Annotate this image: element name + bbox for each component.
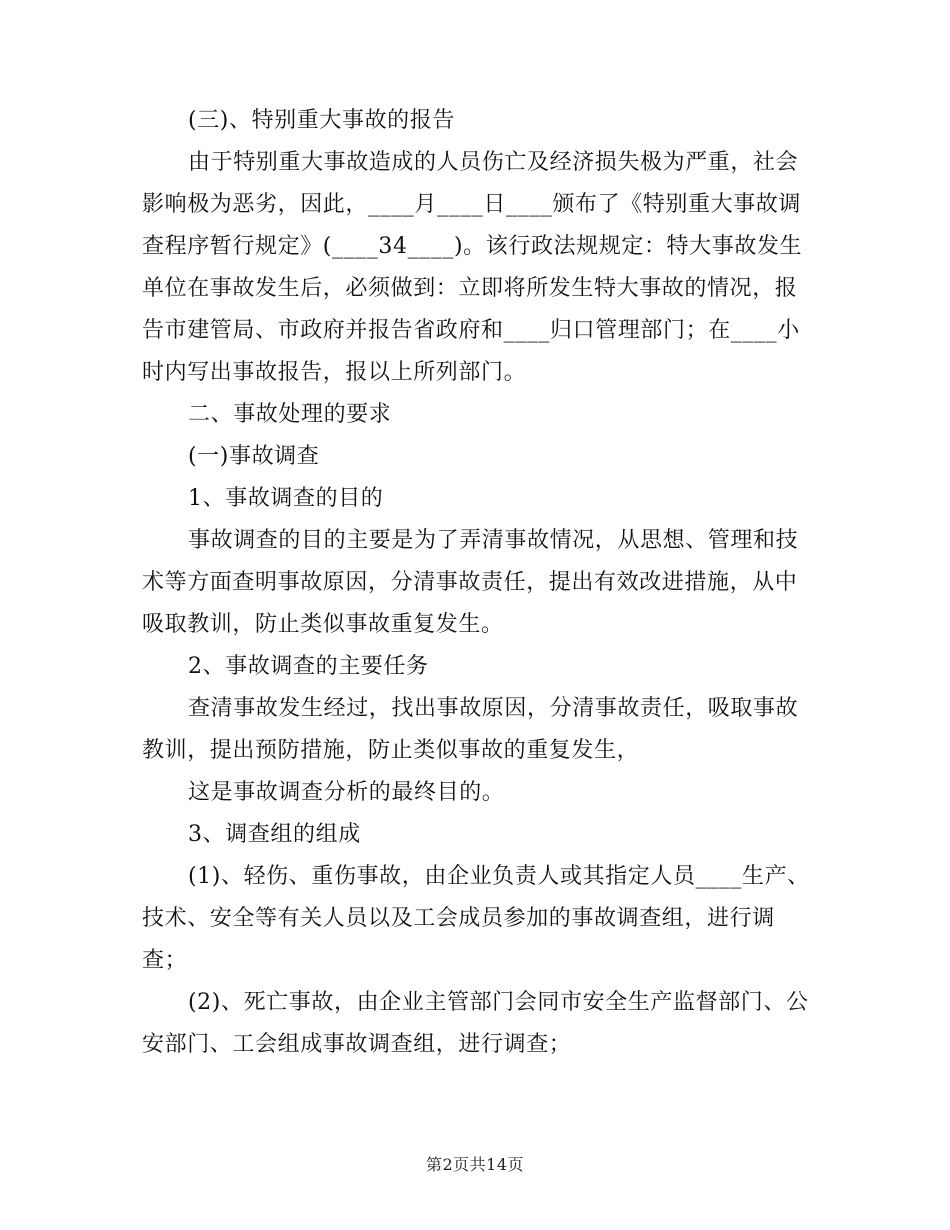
section-heading-major-accident-report: (三)、特别重大事故的报告 — [188, 108, 455, 133]
paragraph-final-goal: 这是事故调查分析的最终目的。 — [188, 780, 505, 805]
page-number-footer: 第2页共14页 — [425, 1155, 525, 1174]
section-heading-handling-requirements: 二、事故处理的要求 — [188, 402, 392, 427]
subheading-investigation-tasks: 2、事故调查的主要任务 — [188, 654, 429, 679]
subheading-investigation-purpose: 1、事故调查的目的 — [188, 486, 384, 511]
paragraph-minor-injury-team: (1)、轻伤、重伤事故，由企业负责人或其指定人员____生产、技术、安全等有关人员以及工会成员参加的事故调查组，进行调查； — [142, 864, 810, 973]
paragraph-investigation-tasks: 查清事故发生经过，找出事故原因，分清事故责任，吸取事故教训，提出预防措施，防止类似事故的重复发生， — [142, 696, 799, 763]
paragraph-investigation-purpose: 事故调查的目的主要是为了弄清事故情况，从思想、管理和技术等方面查明事故原因，分清事故责任，提出有效改进措施，从中吸取教训，防止类似事故重复发生。 — [142, 528, 799, 637]
paragraph-report-regulation: 由于特别重大事故造成的人员伤亡及经济损失极为严重，社会影响极为恶劣，因此，____月____日____颁布了《特别重大事故调查程序暂行规定》(____34____)。该行政法规规定：特大事故发生单位在事故发生后，必须做到：立即将所发生特大事故的情况，报告市建管局、市政府并报告省政府和____归口管理部门；在____小时内写出事故报告，报以上所列部门。 — [142, 150, 803, 385]
paragraph-fatal-accident-team: (2)、死亡事故，由企业主管部门会同市安全生产监督部门、公安部门、工会组成事故调查组，进行调查； — [142, 990, 809, 1057]
document-body — [142, 100, 812, 1066]
subheading-accident-investigation: (一)事故调查 — [188, 444, 320, 469]
subheading-team-composition: 3、调查组的组成 — [188, 822, 361, 847]
